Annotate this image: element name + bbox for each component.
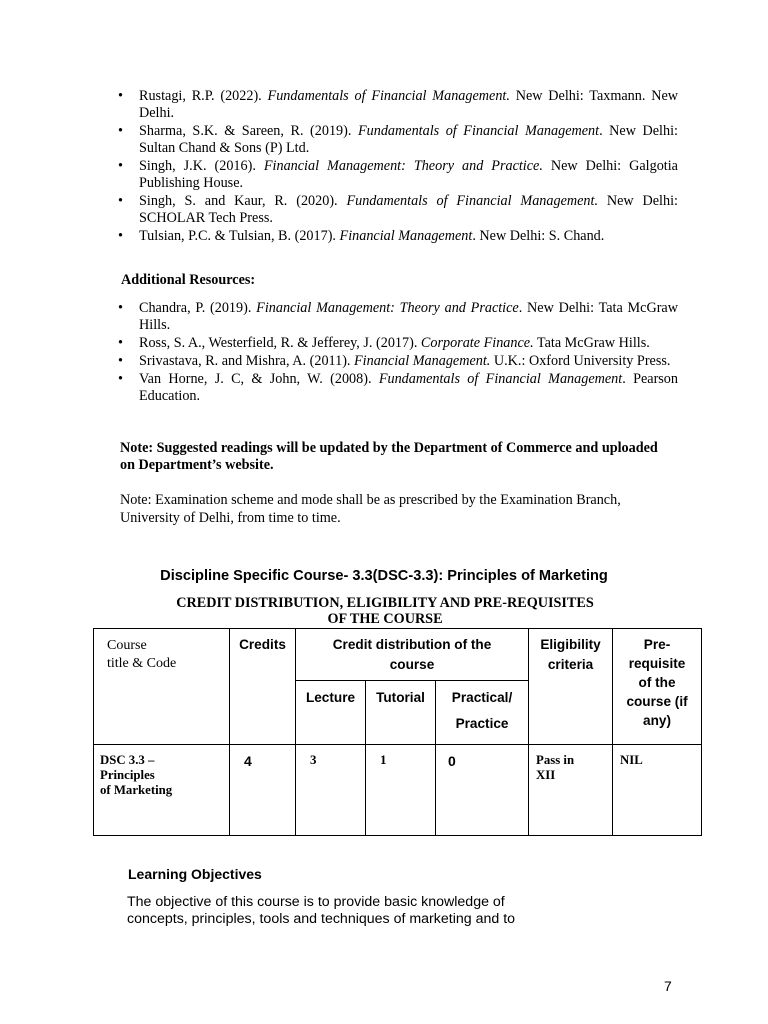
header-credit-distribution: Credit distribution of the course bbox=[296, 629, 529, 681]
additional-resources-heading: Additional Resources: bbox=[121, 272, 256, 288]
learning-objectives-heading: Learning Objectives bbox=[128, 866, 262, 882]
header-eligibility: Eligibility criteria bbox=[529, 629, 613, 745]
cell-lecture: 3 bbox=[296, 745, 366, 836]
bullet-icon: • bbox=[118, 193, 123, 209]
reference-item: • Sharma, S.K. & Sareen, R. (2019). Fundamentals of Financial Management. New Delhi: Sultan Chand & Sons (P) Ltd. bbox=[118, 123, 678, 156]
header-course-title: Course title & Code bbox=[94, 629, 230, 745]
reference-item: • Rustagi, R.P. (2022). Fundamentals of Financial Management. New Delhi: Taxmann. New Delhi. bbox=[118, 88, 678, 121]
header-lecture: Lecture bbox=[296, 681, 366, 745]
reference-item: • Ross, S. A., Westerfield, R. & Jefferey, J. (2017). Corporate Finance. Tata McGraw Hills. bbox=[118, 335, 650, 351]
bullet-icon: • bbox=[118, 123, 123, 139]
page-number: 7 bbox=[664, 978, 672, 994]
reference-item: • Tulsian, P.C. & Tulsian, B. (2017). Financial Management. New Delhi: S. Chand. bbox=[118, 228, 605, 244]
cell-course-code: DSC 3.3 – Principles of Marketing bbox=[94, 745, 230, 836]
examination-note: Note: Examination scheme and mode shall be as prescribed by the Examination Branch, University of Delhi, from time to time. bbox=[120, 492, 621, 526]
credit-distribution-heading: CREDIT DISTRIBUTION, ELIGIBILITY AND PRE-REQUISITES OF THE COURSE bbox=[176, 595, 594, 627]
header-credits: Credits bbox=[230, 629, 296, 745]
course-heading: Discipline Specific Course- 3.3(DSC-3.3): Principles of Marketing bbox=[160, 568, 608, 584]
bullet-icon: • bbox=[118, 300, 123, 316]
cell-credits: 4 bbox=[230, 745, 296, 836]
header-practical: Practical/ Practice bbox=[436, 681, 529, 745]
reference-item: • Singh, J.K. (2016). Financial Management: Theory and Practice. New Delhi: Galgotia Publishing House. bbox=[118, 158, 678, 191]
learning-objectives-text: The objective of this course is to provide basic knowledge of concepts, principles, tools and techniques of marketing and to bbox=[127, 894, 516, 927]
cell-practical: 0 bbox=[436, 745, 529, 836]
bullet-icon: • bbox=[118, 353, 123, 369]
header-tutorial: Tutorial bbox=[366, 681, 436, 745]
cell-tutorial: 1 bbox=[366, 745, 436, 836]
cell-eligibility: Pass in XII bbox=[529, 745, 613, 836]
additional-resources-list bbox=[118, 300, 678, 406]
reference-item: • Chandra, P. (2019). Financial Management: Theory and Practice. New Delhi: Tata McGraw Hills. bbox=[118, 300, 678, 333]
bullet-icon: • bbox=[118, 158, 123, 174]
suggested-readings-list bbox=[118, 88, 678, 246]
bullet-icon: • bbox=[118, 335, 123, 351]
cell-prerequisite: NIL bbox=[613, 745, 702, 836]
bullet-icon: • bbox=[118, 228, 123, 244]
bullet-icon: • bbox=[118, 88, 123, 104]
credit-distribution-table bbox=[93, 628, 702, 836]
reference-item: • Srivastava, R. and Mishra, A. (2011). Financial Management. U.K.: Oxford University Press. bbox=[118, 353, 671, 369]
reference-item: • Singh, S. and Kaur, R. (2020). Fundamentals of Financial Management. New Delhi: SCHOLAR Tech Press. bbox=[118, 193, 678, 226]
header-prerequisite: Pre- requisite of the course (if any) bbox=[613, 629, 702, 745]
readings-update-note: Note: Suggested readings will be updated by the Department of Commerce and uploaded on Department’s website. bbox=[120, 440, 658, 473]
bullet-icon: • bbox=[118, 371, 123, 387]
reference-item: • Van Horne, J. C, & John, W. (2008). Fundamentals of Financial Management. Pearson Education. bbox=[118, 371, 678, 404]
